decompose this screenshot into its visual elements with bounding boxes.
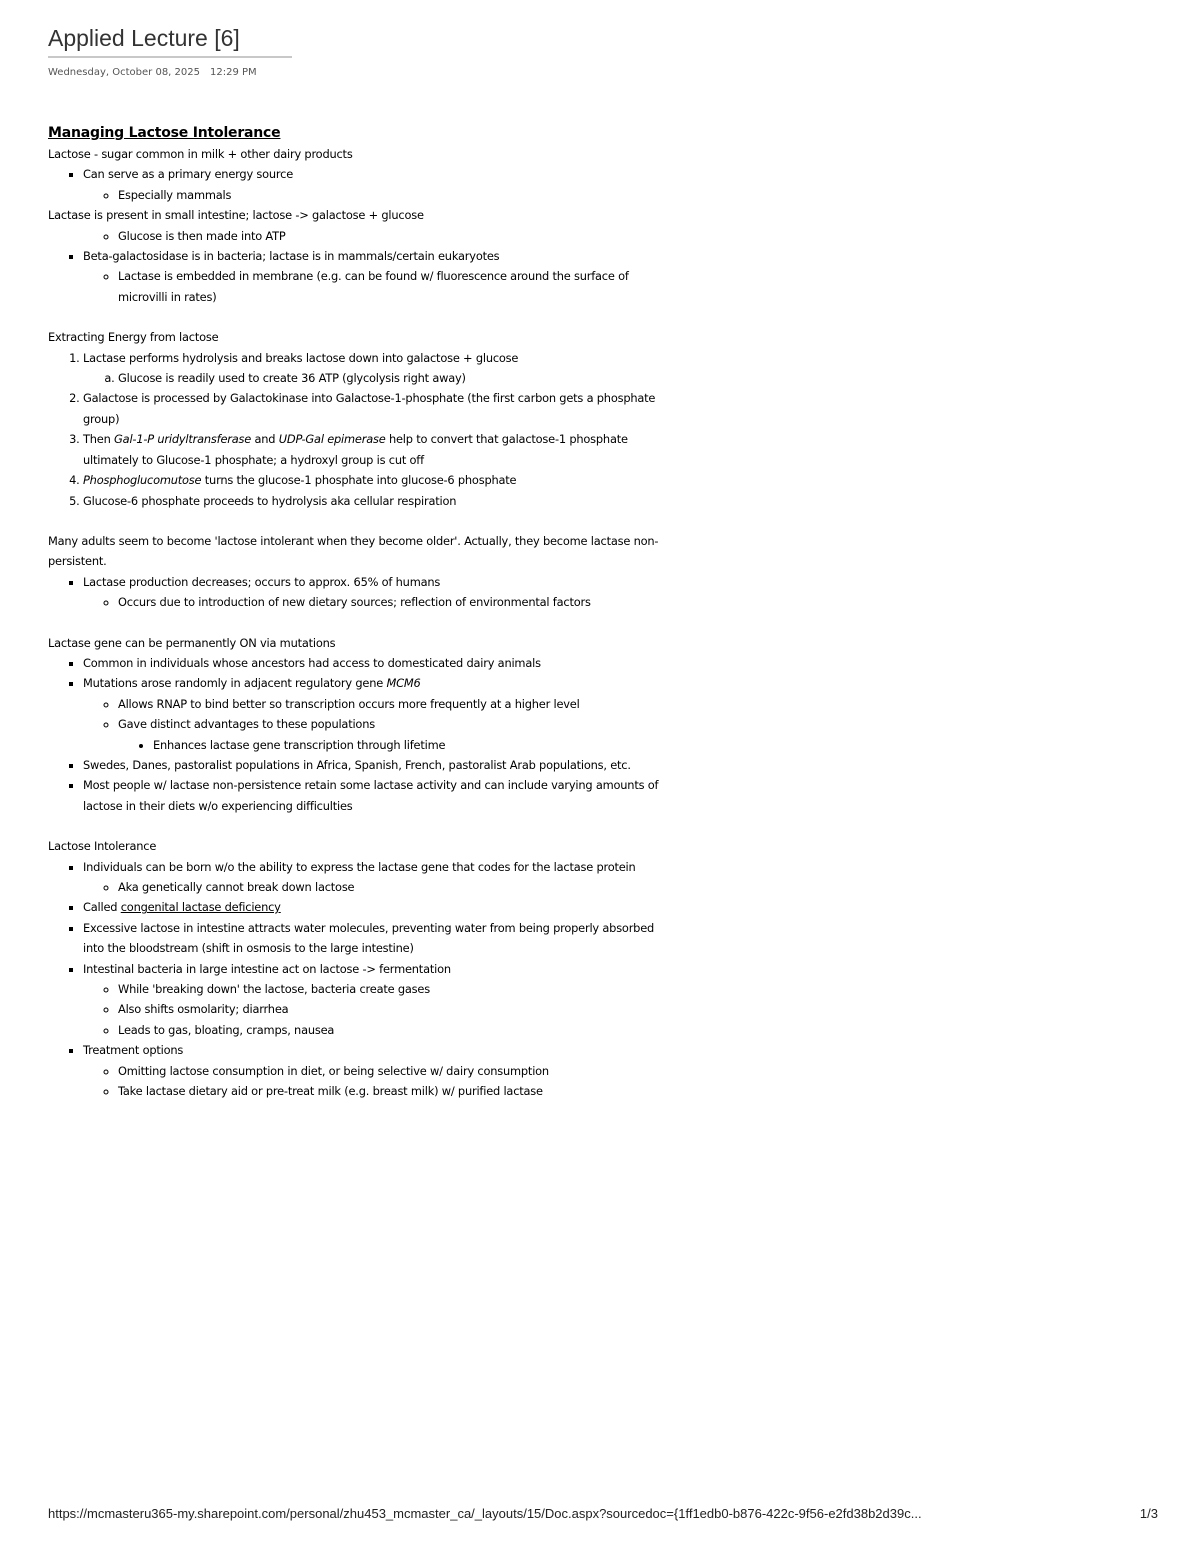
list-item: ◦ Especially mammals — [118, 185, 673, 205]
bullet-list — [48, 164, 673, 205]
list-item: ▪ Intestinal bacteria in large intestine act on lactose -> fermentation ◦ While 'breaking down' the lactose, bacteria create gases ◦ Also shifts osmolarity; diarrhea ◦ Leads to gas, bloating, cramps, nausea — [83, 959, 673, 1041]
bullet-list — [48, 572, 673, 613]
sub-list — [83, 592, 673, 612]
list-item: a. Glucose is readily used to create 36 ATP (glycolysis right away) — [118, 368, 673, 388]
bullet-list — [48, 653, 673, 816]
list-item: ◦ Allows RNAP to bind better so transcription occurs more frequently at a higher level — [118, 694, 673, 714]
list-item: ◦ Lactase is embedded in membrane (e.g. can be found w/ fluorescence around the surface of microvilli in rates) — [118, 266, 673, 307]
sub-list — [83, 368, 673, 388]
section-heading-lactose-intolerance: Lactose Intolerance — [48, 839, 157, 854]
note-content — [48, 122, 673, 1101]
list-item: ◦ Omitting lactose consumption in diet, or being selective w/ dairy consumption — [118, 1061, 673, 1081]
section-heading-lactase-gene: Lactase gene can be permanently ON via mutations — [48, 635, 336, 650]
sub-list — [48, 226, 673, 246]
gene-name: MCM6 — [386, 676, 421, 691]
list-item: ▪ Called congenital lactase deficiency — [83, 897, 673, 917]
enzyme-name: UDP-Gal epimerase — [278, 432, 386, 447]
paragraph: Lactase is present in small intestine; lactose -> galactose + glucose — [48, 208, 424, 223]
paragraph: Many adults seem to become 'lactose intolerant when they become older'. Actually, they become lactase non-persistent. — [48, 533, 659, 569]
list-item: 2. Galactose is processed by Galactokinase into Galactose-1-phosphate (the first carbon gets a phosphate group) — [83, 388, 673, 429]
list-item: ◦ Gave distinct advantages to these populations • Enhances lactase gene transcription through lifetime — [118, 714, 673, 755]
list-item: ▪ Common in individuals whose ancestors had access to domesticated dairy animals — [83, 653, 673, 673]
list-item: ▪ Swedes, Danes, pastoralist populations in Africa, Spanish, French, pastoralist Arab populations, etc. — [83, 755, 673, 775]
section-heading-managing: Managing Lactose Intolerance — [48, 125, 281, 141]
list-item: ◦ Aka genetically cannot break down lactose — [118, 877, 673, 897]
list-item: ▪ Lactase production decreases; occurs to approx. 65% of humans ◦ Occurs due to introduction of new dietary sources; reflection of environmental factors — [83, 572, 673, 613]
sub-list — [83, 979, 673, 1040]
sub-list — [83, 694, 673, 755]
list-item: ▪ Most people w/ lactase non-persistence retain some lactase activity and can include varying amounts of lactose in their diets w/o experiencing difficulties — [83, 775, 673, 816]
list-item: ▪ Treatment options ◦ Omitting lactose consumption in diet, or being selective w/ dairy consumption ◦ Take lactase dietary aid or pre-treat milk (e.g. breast milk) w/ purified lactase — [83, 1040, 673, 1101]
sub-sub-list — [118, 735, 673, 755]
list-item: ▪ Excessive lactose in intestine attracts water molecules, preventing water from being properly absorbed into the bloodstream (shift in osmosis to the large intestine) — [83, 918, 673, 959]
list-item: ▪ Beta-galactosidase is in bacteria; lactase is in mammals/certain eukaryotes ◦ Lactase is embedded in membrane (e.g. can be found w/ fluorescence around the surface of microvilli in rates) — [83, 246, 673, 307]
page-number: 1/3 — [1139, 1506, 1158, 1521]
enzyme-name: Gal-1-P uridyltransferase — [114, 432, 252, 447]
sub-list — [83, 877, 673, 897]
sub-list — [83, 266, 673, 307]
list-item: 1. Lactase performs hydrolysis and breaks lactose down into galactose + glucose a. Glucose is readily used to create 36 ATP (glycolysis right away) — [83, 348, 673, 389]
list-item: 4. Phosphoglucomutose turns the glucose-1 phosphate into glucose-6 phosphate — [83, 470, 673, 490]
page-datetime — [48, 67, 292, 78]
list-item: ◦ Glucose is then made into ATP — [118, 226, 673, 246]
bullet-list — [48, 246, 673, 307]
enzyme-name: Phosphoglucomutose — [83, 473, 202, 488]
bullet-list — [48, 857, 673, 1102]
page-header — [48, 22, 292, 78]
list-item: ▪ Can serve as a primary energy source ◦ Especially mammals — [83, 164, 673, 205]
list-item: ◦ Take lactase dietary aid or pre-treat milk (e.g. breast milk) w/ purified lactase — [118, 1081, 673, 1101]
numbered-list — [48, 348, 673, 511]
list-item: ◦ Occurs due to introduction of new dietary sources; reflection of environmental factors — [118, 592, 673, 612]
list-item: ◦ Also shifts osmolarity; diarrhea — [118, 999, 673, 1019]
list-item: ◦ While 'breaking down' the lactose, bacteria create gases — [118, 979, 673, 999]
list-item: 5. Glucose-6 phosphate proceeds to hydrolysis aka cellular respiration — [83, 491, 673, 511]
page-date: Wednesday, October 08, 2025 — [48, 67, 200, 78]
term-underlined: congenital lactase deficiency — [120, 900, 281, 915]
sub-list — [83, 1061, 673, 1102]
list-item: • Enhances lactase gene transcription through lifetime — [153, 735, 673, 755]
footer-url[interactable]: https://mcmasteru365-my.sharepoint.com/personal/zhu453_mcmaster_ca/_layouts/15/Doc.aspx?sourcedoc={1ff1edb0-b876-422c-9f56-e2fd38b2d39c... — [48, 1506, 922, 1521]
list-item: ◦ Leads to gas, bloating, cramps, nausea — [118, 1020, 673, 1040]
sub-list — [83, 185, 673, 205]
paragraph: Lactose - sugar common in milk + other dairy products — [48, 147, 353, 161]
list-item: ▪ Individuals can be born w/o the ability to express the lactase gene that codes for the lactase protein ◦ Aka genetically cannot break down lactose — [83, 857, 673, 898]
page-title: Applied Lecture [6] — [48, 22, 292, 58]
section-heading-extracting: Extracting Energy from lactose — [48, 330, 219, 345]
page-time: 12:29 PM — [209, 67, 257, 78]
list-item: 3. Then Gal-1-P uridyltransferase and UDP-Gal epimerase help to convert that galactose-1 phosphate ultimately to Glucose-1 phosphate; a hydroxyl group is cut off — [83, 429, 673, 470]
list-item: ▪ Mutations arose randomly in adjacent regulatory gene MCM6 ◦ Allows RNAP to bind better so transcription occurs more frequently at a higher level ◦ Gave distinct advantages to these populations • Enhances lactase gene transcription through lifetime — [83, 673, 673, 755]
